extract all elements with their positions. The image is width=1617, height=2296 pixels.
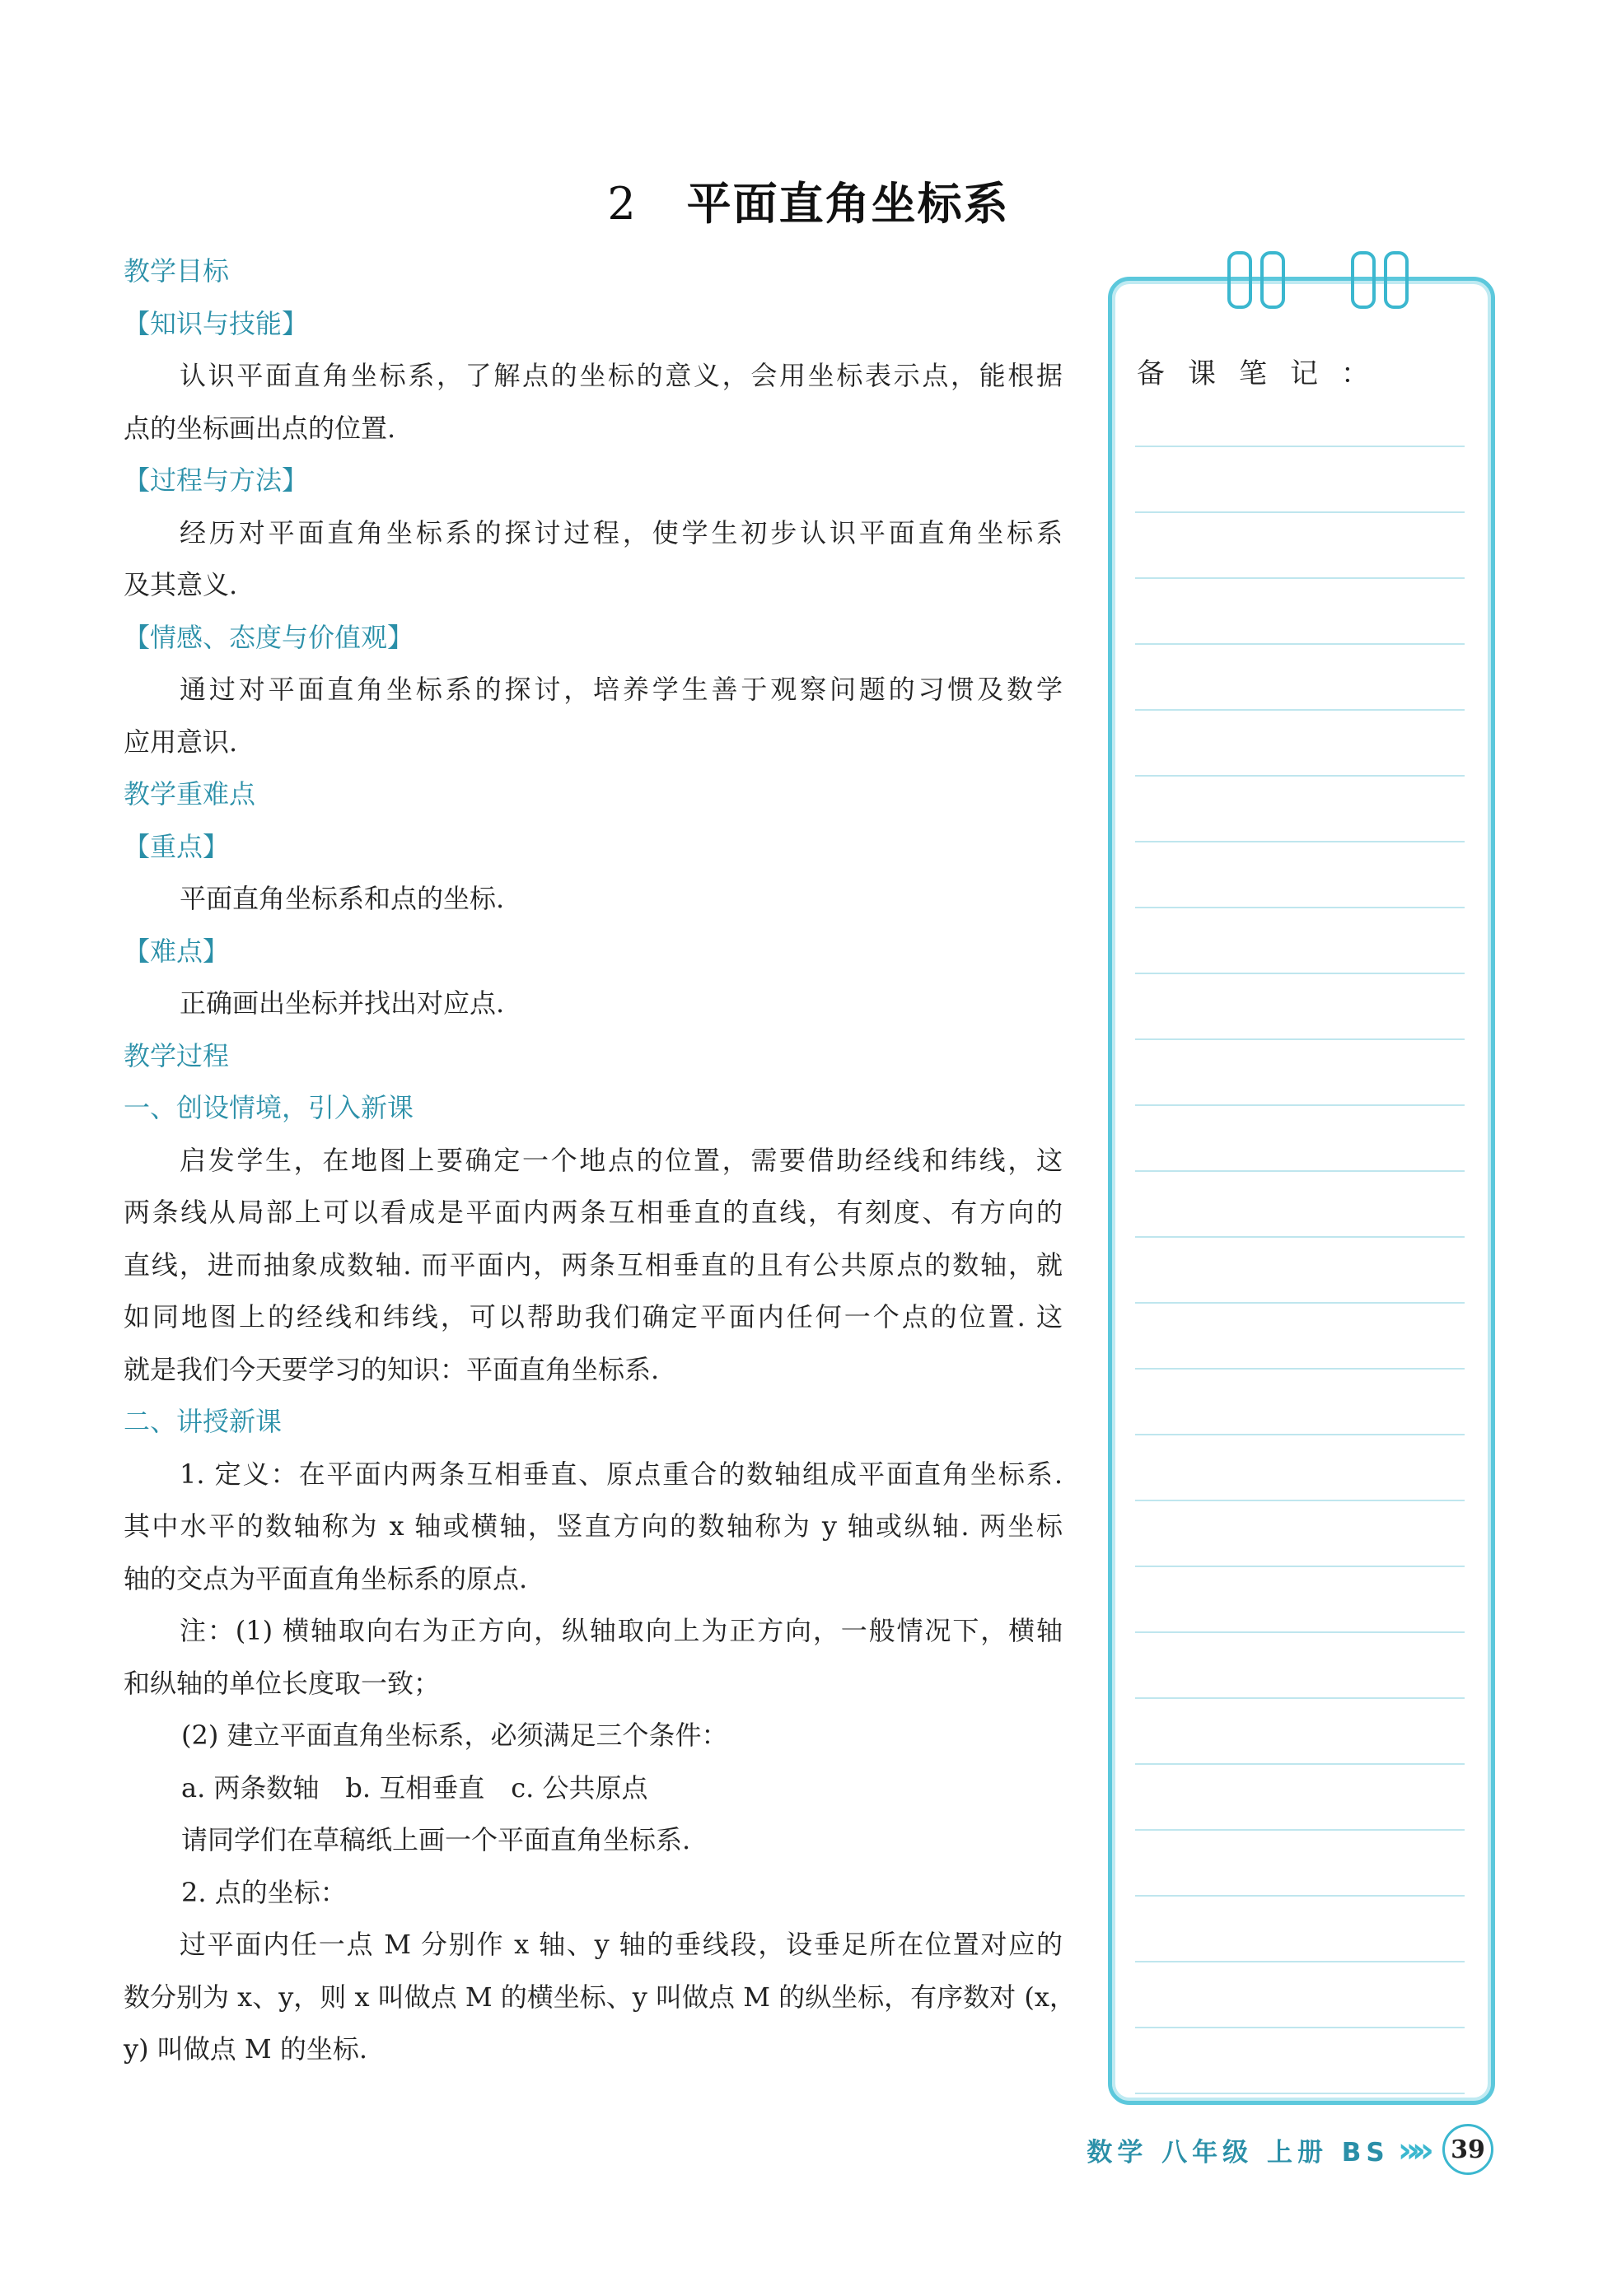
lesson-body xyxy=(124,245,1076,2076)
note-rule-line xyxy=(1135,1961,1465,1962)
binder-ring-icon xyxy=(1384,251,1409,309)
text-line: 1. 定义：在平面内两条互相垂直、原点重合的数轴组成平面直角坐标系. xyxy=(180,1458,1063,1490)
notes-title: 备课笔记： xyxy=(1137,357,1392,390)
text-line: 点的坐标画出点的位置. xyxy=(124,412,396,444)
section-heading: 【知识与技能】 xyxy=(124,307,309,339)
note-rule-line xyxy=(1135,1368,1465,1370)
note-rule-line xyxy=(1135,775,1465,777)
text-line: 轴的交点为平面直角坐标系的原点. xyxy=(124,1562,528,1594)
note-rule-line xyxy=(1135,577,1465,579)
section-heading: 【重点】 xyxy=(124,830,230,862)
note-rule-line xyxy=(1135,1566,1465,1567)
note-rule-line xyxy=(1135,1236,1465,1238)
text-line: a. 两条数轴 b. 互相垂直 c. 公共原点 xyxy=(181,1771,648,1804)
text-line: 数分别为 x、y，则 x 叫做点 M 的横坐标、y 叫做点 M 的纵坐标，有序数对 (x， xyxy=(124,1981,1076,2013)
note-rule-line xyxy=(1135,1170,1465,1172)
note-rule-line xyxy=(1135,2093,1465,2094)
page-footer xyxy=(1087,2125,1493,2174)
note-rule-line xyxy=(1135,511,1465,513)
note-rule-line xyxy=(1135,1104,1465,1106)
note-rule-line xyxy=(1135,1038,1465,1040)
note-rule-line xyxy=(1135,643,1465,645)
section-heading: 教学重难点 xyxy=(124,778,256,810)
note-rule-line xyxy=(1135,446,1465,447)
section-heading: 【情感、态度与价值观】 xyxy=(124,621,414,653)
section-heading: 一、创设情境，引入新课 xyxy=(124,1092,414,1123)
section-heading: 【过程与方法】 xyxy=(124,464,309,496)
text-line: (2) 建立平面直角坐标系，必须满足三个条件： xyxy=(181,1720,728,1751)
text-line: y) 叫做点 M 的坐标. xyxy=(124,2033,368,2065)
note-rule-line xyxy=(1135,1697,1465,1699)
note-rule-line xyxy=(1135,841,1465,842)
note-rule-line xyxy=(1135,973,1465,974)
section-heading: 教学目标 xyxy=(124,255,230,287)
text-line: 两条线从局部上可以看成是平面内两条互相垂直的直线，有刻度、有方向的 xyxy=(124,1197,1063,1228)
section-heading: 教学过程 xyxy=(124,1039,230,1071)
note-rule-line xyxy=(1135,1302,1465,1304)
text-line: 直线，进而抽象成数轴. 而平面内，两条互相垂直的且有公共原点的数轴，就 xyxy=(124,1248,1063,1281)
text-line: 其中水平的数轴称为 x 轴或横轴，竖直方向的数轴称为 y 轴或纵轴. 两坐标 xyxy=(124,1510,1063,1542)
text-line: 及其意义. xyxy=(124,569,238,600)
binder-ring-icon xyxy=(1260,251,1285,309)
binder-ring-icon xyxy=(1227,251,1252,309)
text-line: 如同地图上的经线和纬线，可以帮助我们确定平面内任何一个点的位置. 这 xyxy=(124,1301,1063,1332)
footer-subject: 数学 八年级 上册 BS xyxy=(1087,2137,1390,2168)
chevron-icon: »» xyxy=(1397,2129,1426,2170)
text-line: 应用意识. xyxy=(124,726,238,758)
text-line: 2. 点的坐标： xyxy=(181,1876,347,1908)
note-rule-line xyxy=(1135,1829,1465,1831)
page-number: 39 xyxy=(1442,2124,1493,2175)
text-line: 通过对平面直角坐标系的探讨，培养学生善于观察问题的习惯及数学 xyxy=(180,674,1063,705)
text-line: 请同学们在草稿纸上画一个平面直角坐标系. xyxy=(181,1824,691,1855)
text-line: 过平面内任一点 M 分别作 x 轴、y 轴的垂线段，设垂足所在位置对应的 xyxy=(180,1929,1063,1960)
note-rule-line xyxy=(1135,1500,1465,1501)
note-rule-line xyxy=(1135,907,1465,908)
note-rule-line xyxy=(1135,709,1465,711)
text-line: 启发学生，在地图上要确定一个地点的位置，需要借助经线和纬线，这 xyxy=(180,1144,1063,1176)
section-heading: 【难点】 xyxy=(124,935,230,967)
note-rule-line xyxy=(1135,1895,1465,1897)
text-line: 正确画出坐标并找出对应点. xyxy=(180,987,505,1019)
text-line: 平面直角坐标系和点的坐标. xyxy=(180,883,505,914)
text-line: 注：(1) 横轴取向右为正方向，纵轴取向上为正方向，一般情况下，横轴 xyxy=(180,1615,1063,1646)
note-rule-line xyxy=(1135,2027,1465,2028)
section-number: 2 xyxy=(607,178,638,230)
page-title xyxy=(0,169,1617,232)
note-rule-line xyxy=(1135,1631,1465,1633)
binder-ring-icon xyxy=(1351,251,1376,309)
note-rule-line xyxy=(1135,1434,1465,1435)
text-line: 经历对平面直角坐标系的探讨过程，使学生初步认识平面直角坐标系 xyxy=(180,516,1063,548)
note-rule-line xyxy=(1135,1763,1465,1765)
section-title: 平面直角坐标系 xyxy=(686,177,1010,230)
section-heading: 二、讲授新课 xyxy=(124,1406,283,1437)
text-line: 就是我们今天要学习的知识：平面直角坐标系. xyxy=(124,1353,660,1385)
text-line: 认识平面直角坐标系，了解点的坐标的意义，会用坐标表示点，能根据 xyxy=(180,360,1063,391)
text-line: 和纵轴的单位长度取一致； xyxy=(124,1667,441,1699)
notes-card xyxy=(1108,277,1495,2105)
